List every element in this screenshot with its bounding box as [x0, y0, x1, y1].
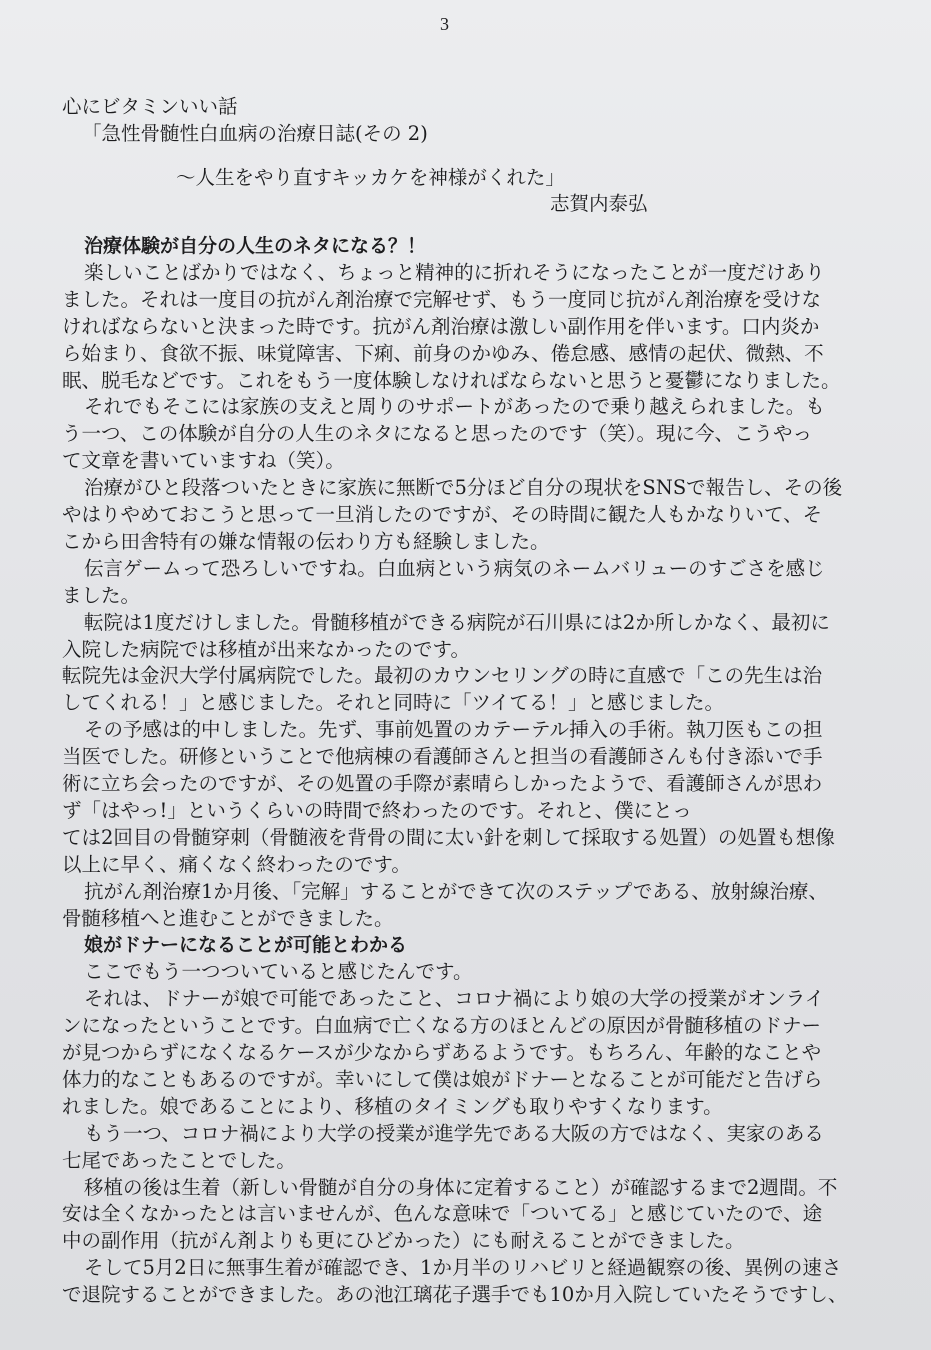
- body-line: 転院先は金沢大学付属病院でした。最初のカウンセリングの時に直感で「この先生は治: [62, 664, 823, 688]
- body-line: 転院は1度だけしました。骨髄移植ができる病院が石川県には2か所しかなく、最初に: [84, 610, 830, 634]
- body-line: その予感は的中しました。先ず、事前処置のカテーテル挿入の手術。執刀医もこの担: [84, 718, 823, 742]
- body-line: それは、ドナーが娘で可能であったこと、コロナ禍により娘の大学の授業がオンライ: [84, 987, 825, 1011]
- page-number: 3: [440, 14, 449, 34]
- section-heading: 娘がドナーになることが可能とわかる: [84, 934, 408, 957]
- body-line: 七尾であったことでした。: [62, 1148, 296, 1172]
- body-line: してくれる！」と感じました。それと同時に「ツイてる！」と感じました。: [62, 691, 725, 715]
- series-title: 心にビタミンいい話: [62, 95, 238, 118]
- article-subtitle: ～人生をやり直すキッカケを神様がくれた」: [176, 166, 565, 189]
- body-line: 体力的なこともあるのですが。幸いにして僕は娘がドナーとなることが可能だと告げら: [62, 1067, 823, 1091]
- body-line: 楽しいことばかりではなく、ちょっと精神的に折れそうになったことが一度だけあり: [84, 260, 825, 284]
- body-line: て文章を書いていますね（笑）。: [62, 449, 345, 473]
- body-line: 当医でした。研修ということで他病棟の看護師さんと担当の看護師さんも付き添いで手: [62, 745, 823, 769]
- body-line: 骨髄移植へと進むことができました。: [62, 906, 394, 930]
- body-line: 移植の後は生着（新しい骨髄が自分の身体に定着すること）が確認するまで2週間。不: [84, 1175, 838, 1199]
- body-line: 中の副作用（抗がん剤よりも更にひどかった）にも耐えることができました。: [62, 1229, 745, 1253]
- body-line: 安は全くなかったとは言いませんが、色んな意味で「ついてる」と感じていたので、途: [62, 1202, 823, 1226]
- body-line: こから田舎特有の嫌な情報の伝わり方も経験しました。: [62, 529, 550, 553]
- body-line: う一つ、この体験が自分の人生のネタになると思ったのです（笑）。現に今、こうやっ: [62, 422, 812, 446]
- body-line: 眠、脱毛などです。これをもう一度体験しなければならないと思うと憂鬱になりました。: [62, 368, 841, 392]
- body-line: ました。: [62, 583, 141, 607]
- body-line: それでもそこには家族の支えと周りのサポートがあったので乗り越えられました。も: [84, 395, 825, 419]
- body-line: ら始まり、食欲不振、味覚障害、下痢、前身のかゆみ、倦怠感、感情の起伏、微熱、不: [62, 341, 824, 365]
- article-title: 「急性骨髄性白血病の治療日誌(その 2): [82, 122, 428, 145]
- body-line: ンになったということです。白血病で亡くなる方のほとんどの原因が骨髄移植のドナー: [62, 1014, 821, 1038]
- body-line: ければならないと決まった時です。抗がん剤治療は激しい副作用を伴います。口内炎か: [62, 314, 820, 338]
- body-line: もう一つ、コロナ禍により大学の授業が進学先である大阪の方ではなく、実家のある: [84, 1121, 824, 1145]
- body-line: ては2回目の骨髄穿刺（骨髄液を背骨の間に太い針を刺して採取する処置）の処置も想像: [62, 825, 835, 849]
- body-line: やはりやめておこうと思って一旦消したのですが、その時間に観た人もかなりいて、そ: [62, 503, 823, 526]
- body-line: 治療がひと段落ついたときに家族に無断で5分ほど自分の現状をSNSで報告し、その後: [84, 476, 843, 500]
- author-name: 志賀内泰弘: [550, 192, 648, 215]
- body-line: で退院することができました。あの池江璃花子選手でも10か月入院していたそうですし、: [62, 1283, 848, 1307]
- body-line: ず「はやっ!」というくらいの時間で終わったのです。それと、僕にとっ: [62, 798, 692, 822]
- body-line: が見つからずになくなるケースが少なからずあるようです。もちろん、年齢的なことや: [62, 1041, 822, 1064]
- body-line: 入院した病院では移植が出来なかったのです。: [62, 637, 470, 661]
- body-line: ここでもう一つついていると感じたんです。: [84, 960, 473, 984]
- body-line: れました。娘であることにより、移植のタイミングも取りやすくなります。: [62, 1094, 723, 1118]
- section-heading: 治療体験が自分の人生のネタになる？！: [84, 235, 427, 257]
- body-line: ました。それは一度目の抗がん剤治療で完解せず、もう一度同じ抗がん剤治療を受けな: [62, 287, 821, 311]
- body-line: 以上に早く、痛くなく終わったのです。: [62, 852, 411, 876]
- body-line: 術に立ち会ったのですが、その処置の手際が素晴らしかったようで、看護師さんが思わ: [62, 772, 823, 795]
- body-line: 伝言ゲームって恐ろしいですね。白血病という病気のネームバリューのすごさを感じ: [84, 556, 825, 580]
- body-line: 抗がん剤治療1か月後、「完解」することができて次のステップである、放射線治療、: [84, 879, 828, 903]
- body-line: そして5月2日に無事生着が確認でき、1か月半のリハビリと経過観察の後、異例の速さ: [84, 1256, 842, 1280]
